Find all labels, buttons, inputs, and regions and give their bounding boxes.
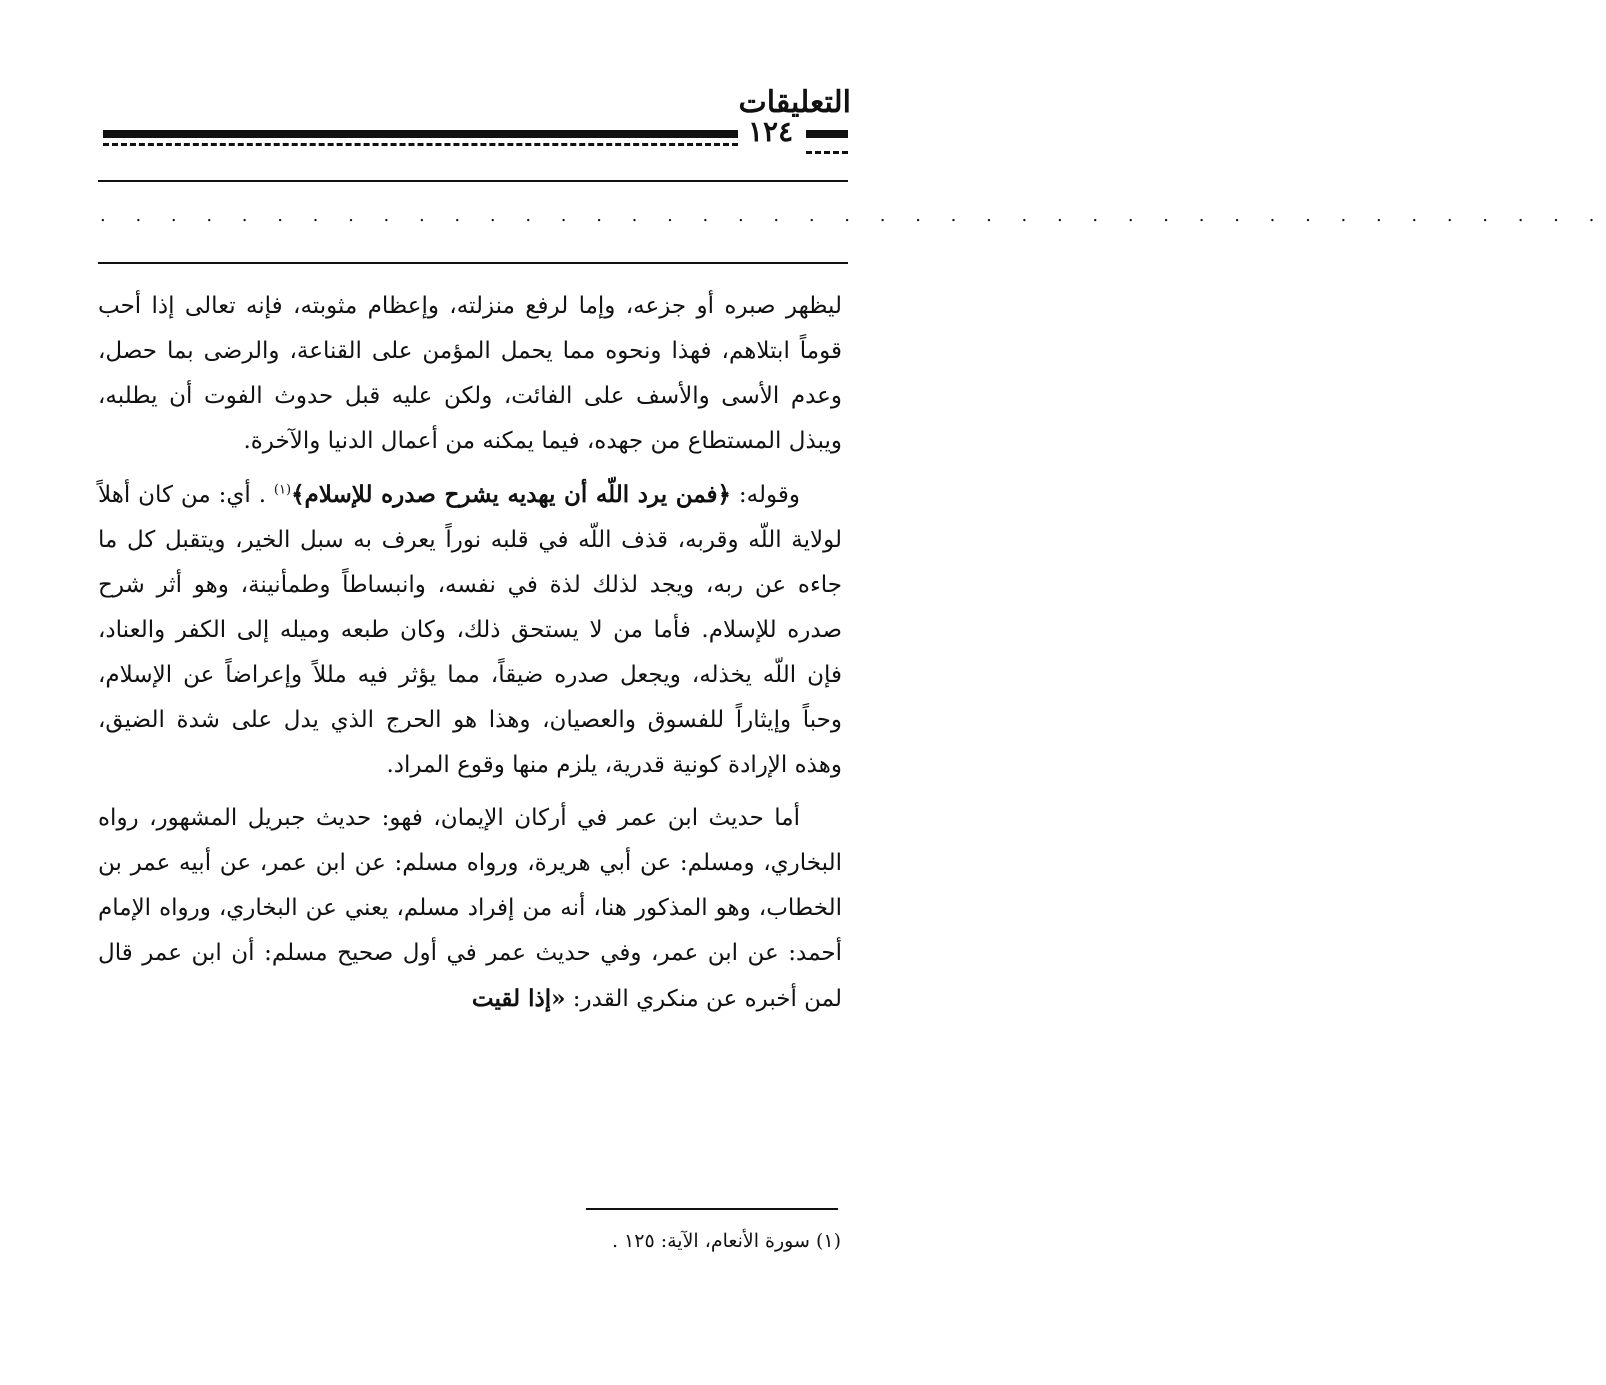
paragraph-2-intro: وقوله: <box>731 482 800 508</box>
footnote: (١) سورة الأنعام، الآية: ١٢٥ . <box>611 1230 841 1252</box>
paragraph-2 <box>98 472 842 788</box>
omission-dots: . . . . . . . . . . . . . . . . . . . . . . . . . . . . . . . . . . . . . . . . . . . <box>100 205 1606 226</box>
header-thick-rule-short <box>806 130 848 138</box>
hadith-quote: «إذا لقيت <box>471 985 566 1012</box>
header-thick-rule <box>103 130 738 138</box>
quran-verse: ﴿فمن يرد اللّه أن يهديه يشرح صدره للإسلام﴾ <box>291 481 731 508</box>
omission-rule-top <box>98 180 848 182</box>
paragraph-3-text: أما حديث ابن عمر في أركان الإيمان، فهو: حديث جبريل المشهور، رواه البخاري، ومسلم: عن أبي هريرة، ورواه مسلم: عن ابن عمر، عن أبيه عمر بن الخطاب، وهو المذكور هنا، أنه من إفراد مسلم، يعني عن البخاري، ورواه الإمام أحمد: عن ابن عمر، وفي حديث عمر في أول صحيح مسلم: أن ابن عمر قال لمن أخبره عن منكري القدر: <box>98 805 842 1012</box>
header-dashed-rule-short <box>806 151 848 154</box>
header-dashed-rule <box>103 143 738 146</box>
omission-rule-bottom <box>98 262 848 264</box>
main-text <box>98 284 842 1030</box>
footnote-rule <box>586 1208 838 1210</box>
paragraph-1: ليظهر صبره أو جزعه، وإما لرفع منزلته، وإعظام مثوبته، فإنه تعالى إذا أحب قوماً ابتلاهم، فهذا ونحوه مما يحمل المؤمن على القناعة، والرضى بما حصل، وعدم الأسى والأسف على الفائت، ولكن عليه قبل حدوث الفوت أن يطلبه، ويبذل المستطاع من جهده، فيما يمكنه من أعمال الدنيا والآخرة. <box>98 293 842 454</box>
page-number: ١٢٤ <box>748 115 794 148</box>
paragraph-2-text: . أي: من كان أهلاً لولاية اللّه وقربه، قذف اللّه في قلبه نوراً يعرف به سبل الخير، ويتقبل كل ما جاءه عن ربه، ويجد لذلك لذة في نفسه، وانبساطاً وطمأنينة، وهو أثر شرح صدره للإسلام. فأما من لا يستحق ذلك، وكان طبعه وميله إلى الكفر والعناد، فإن اللّه يخذله، ويجعل صدره ضيقاً، مما يؤثر فيه مللاً وإعراضاً عن الإسلام، وحباً وإيثاراً للفسوق والعصيان، وهذا هو الحرج الذي يدل على شدة الضيق، وهذه الإرادة كونية قدرية، يلزم منها وقوع المراد. <box>98 482 842 778</box>
running-title: التعليقات <box>738 85 851 120</box>
footnote-reference[interactable]: (١) <box>273 482 292 498</box>
paragraph-3 <box>98 796 842 1022</box>
